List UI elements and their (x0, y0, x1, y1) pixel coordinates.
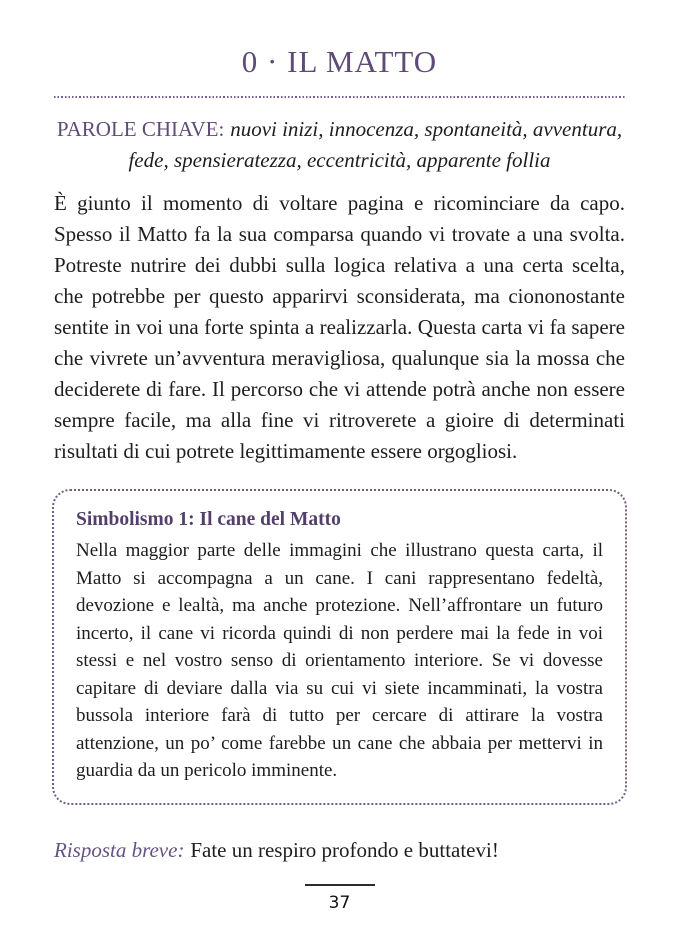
keywords-paragraph (54, 114, 625, 176)
symbolism-box-title: Simbolismo 1: Il cane del Matto (76, 509, 341, 530)
symbolism-box-body: Nella maggior parte delle immagini che illustrano questa carta, il Matto si accompagna a un cane. I cani rappresentano fedeltà, devozione e lealtà, ma anche protezione. Nell’affrontare un futuro incerto, il cane vi ricorda quindi di non perdere mai la fede in voi stessi e nel vostro senso di orientamento interiore. Se vi dovesse capitare di deviare dalla via su cui vi siete incamminati, la vostra bussola interiore farà di tutto per cercare di attirare la vostra attenzione, un po’ come farebbe un cane che abbaia per mettervi in guardia da un pericolo imminente. (76, 540, 603, 781)
page-title: 0 · IL MATTO (241, 44, 438, 79)
keywords-text: nuovi inizi, innocenza, spontaneità, avventura, fede, spensieratezza, eccentricità, apparente follia (128, 117, 623, 172)
short-answer-text: Fate un respiro profondo e buttatevi! (190, 837, 499, 862)
short-answer-label: Risposta breve: (54, 837, 185, 862)
dotted-divider (54, 96, 625, 98)
short-answer-paragraph (54, 835, 625, 866)
keywords-label: PAROLE CHIAVE: (56, 117, 225, 141)
symbolism-box (52, 489, 627, 805)
page-footer (0, 884, 679, 913)
page-number: 37 (328, 893, 351, 913)
footer-rule (305, 884, 375, 886)
intro-paragraph: È giunto il momento di voltare pagina e ricominciare da capo. Spesso il Matto fa la sua comparsa quando vi trovate a una svolta. Potreste nutrire dei dubbi sulla logica relativa a una certa scelta, che potrebbe per questo apparirvi sconsiderata, ma ciononostante sentite in voi una forte spinta a realizzarla. Questa carta vi fa sapere che vivrete un’avventura meravigliosa, qualunque sia la mossa che deciderete di fare. Il percorso che vi attende potrà anche non essere sempre facile, ma alla fine vi ritroverete a gioire di determinati risultati di cui potrete legittimamente essere orgogliosi. (54, 191, 625, 463)
